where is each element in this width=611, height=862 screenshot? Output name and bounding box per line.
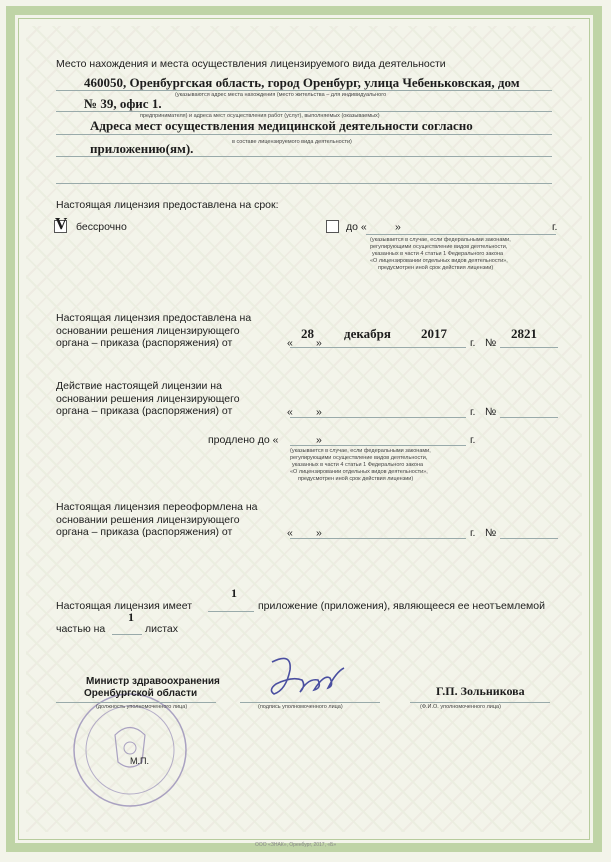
term-note-5: предусмотрен иной срок действия лицензии) — [378, 265, 494, 271]
appendix-text-a: Настоящая лицензия имеет — [56, 600, 193, 612]
term-note-2: регулирующими осуществление видов деятельности, — [370, 244, 508, 250]
address-note: (указываются адрес места нахождения (место жительства – для индивидуального — [175, 92, 387, 98]
validity-note-3: указанных в части 4 статьи 1 Федерального закона — [292, 462, 424, 468]
handwritten-signature — [262, 650, 352, 702]
appendix-text-b: приложение (приложения), являющееся ее неотъемлемой — [258, 600, 545, 612]
reissue-open-quote: « — [287, 527, 293, 539]
medical-line-2: приложению(ям). — [90, 141, 194, 156]
validity-text-2: основании решения лицензирующего — [56, 392, 240, 405]
validity-text-3: органа – приказа (распоряжения) от — [56, 405, 233, 417]
extended-close-quote: » — [316, 434, 322, 446]
validity-note-5: предусмотрен иной срок действия лицензии) — [298, 476, 414, 482]
signer-name: Г.П. Зольникова — [436, 684, 525, 698]
validity-g: г. — [470, 406, 476, 418]
validity-num-sign: № — [485, 406, 497, 418]
signature-note: (подпись уполномоченного лица) — [258, 704, 343, 710]
basis-year: 2017 — [421, 326, 447, 341]
reissue-text — [56, 501, 286, 539]
reissue-close-quote: » — [316, 527, 322, 539]
validity-open-quote: « — [287, 406, 293, 418]
term-year-suffix: г. — [552, 221, 558, 233]
appendix-text-c: частью на — [56, 623, 106, 635]
location-title: Место нахождения и места осуществления лицензируемого вида деятельности — [56, 58, 446, 70]
basis-number: 2821 — [511, 326, 537, 341]
reissue-num-sign: № — [485, 527, 497, 539]
address-line-1: 460050, Оренбургская область, город Оренбург, улица Чебеньковская, дом — [84, 75, 520, 90]
validity-text-1: Действие настоящей лицензии на — [56, 380, 222, 392]
until-label: до « — [346, 221, 367, 233]
signer-name-note: (Ф.И.О. уполномоченного лица) — [420, 704, 501, 710]
validity-note-4: «О лицензировании отдельных видов деятельности», — [290, 469, 428, 475]
extended-label: продлено до « — [208, 434, 279, 446]
validity-note-2: регулирующими осуществление видов деятельности, — [290, 455, 428, 461]
basis-g: г. — [470, 337, 476, 349]
basis-text-2: основании решения лицензирующего — [56, 324, 240, 337]
seal-mark: М.П. — [130, 756, 149, 766]
term-note-3: указанных в части 4 статьи 1 Федерального закона — [372, 251, 504, 257]
basis-day: 28 — [301, 326, 314, 341]
indefinite-label: бессрочно — [76, 221, 127, 233]
signer-position-2: Оренбургской области — [84, 688, 198, 699]
signer-position-1: Министр здравоохранения — [86, 676, 220, 687]
basis-num-sign: № — [485, 337, 497, 349]
term-note-1: (указывается в случае, если федеральными законами, — [370, 237, 511, 243]
term-note-4: «О лицензировании отдельных видов деятельности», — [370, 258, 508, 264]
medical-line-1: Адреса мест осуществления медицинской деятельности согласно — [90, 118, 473, 133]
appendix-sheets: 1 — [128, 610, 134, 624]
appendix-text-d: листах — [145, 623, 179, 635]
until-close: » — [395, 221, 401, 233]
signer-position-note: (должность уполномоченного лица) — [96, 704, 188, 710]
reissue-text-1: Настоящая лицензия переоформлена на — [56, 501, 258, 513]
until-checkbox[interactable] — [326, 220, 339, 233]
validity-note-1: (указывается в случае, если федеральными законами, — [290, 448, 431, 454]
basis-text — [56, 312, 286, 350]
term-label: Настоящая лицензия предоставлена на срок: — [56, 199, 279, 211]
basis-text-3: органа – приказа (распоряжения) от — [56, 337, 233, 349]
printer-footer: ООО «ЗНАК», Оренбург, 2017, «Б» — [255, 842, 337, 848]
reissue-text-3: органа – приказа (распоряжения) от — [56, 526, 233, 538]
basis-month: декабря — [344, 326, 391, 341]
address-note-2: предпринимателя) и адреса мест осуществления работ (услуг), выполняемых (оказываемых) — [140, 113, 380, 119]
checked-mark: V — [55, 214, 68, 233]
extended-g: г. — [470, 434, 476, 446]
reissue-text-2: основании решения лицензирующего — [56, 513, 240, 526]
address-note-3: в составе лицензируемого вида деятельности) — [232, 139, 352, 145]
validity-text — [56, 380, 286, 418]
validity-close-quote: » — [316, 406, 322, 418]
appendix-count: 1 — [231, 586, 237, 600]
basis-text-1: Настоящая лицензия предоставлена на — [56, 312, 252, 324]
reissue-g: г. — [470, 527, 476, 539]
basis-close-quote: » — [316, 337, 322, 349]
basis-open-quote: « — [287, 337, 293, 349]
address-line-2: № 39, офис 1. — [84, 96, 162, 111]
